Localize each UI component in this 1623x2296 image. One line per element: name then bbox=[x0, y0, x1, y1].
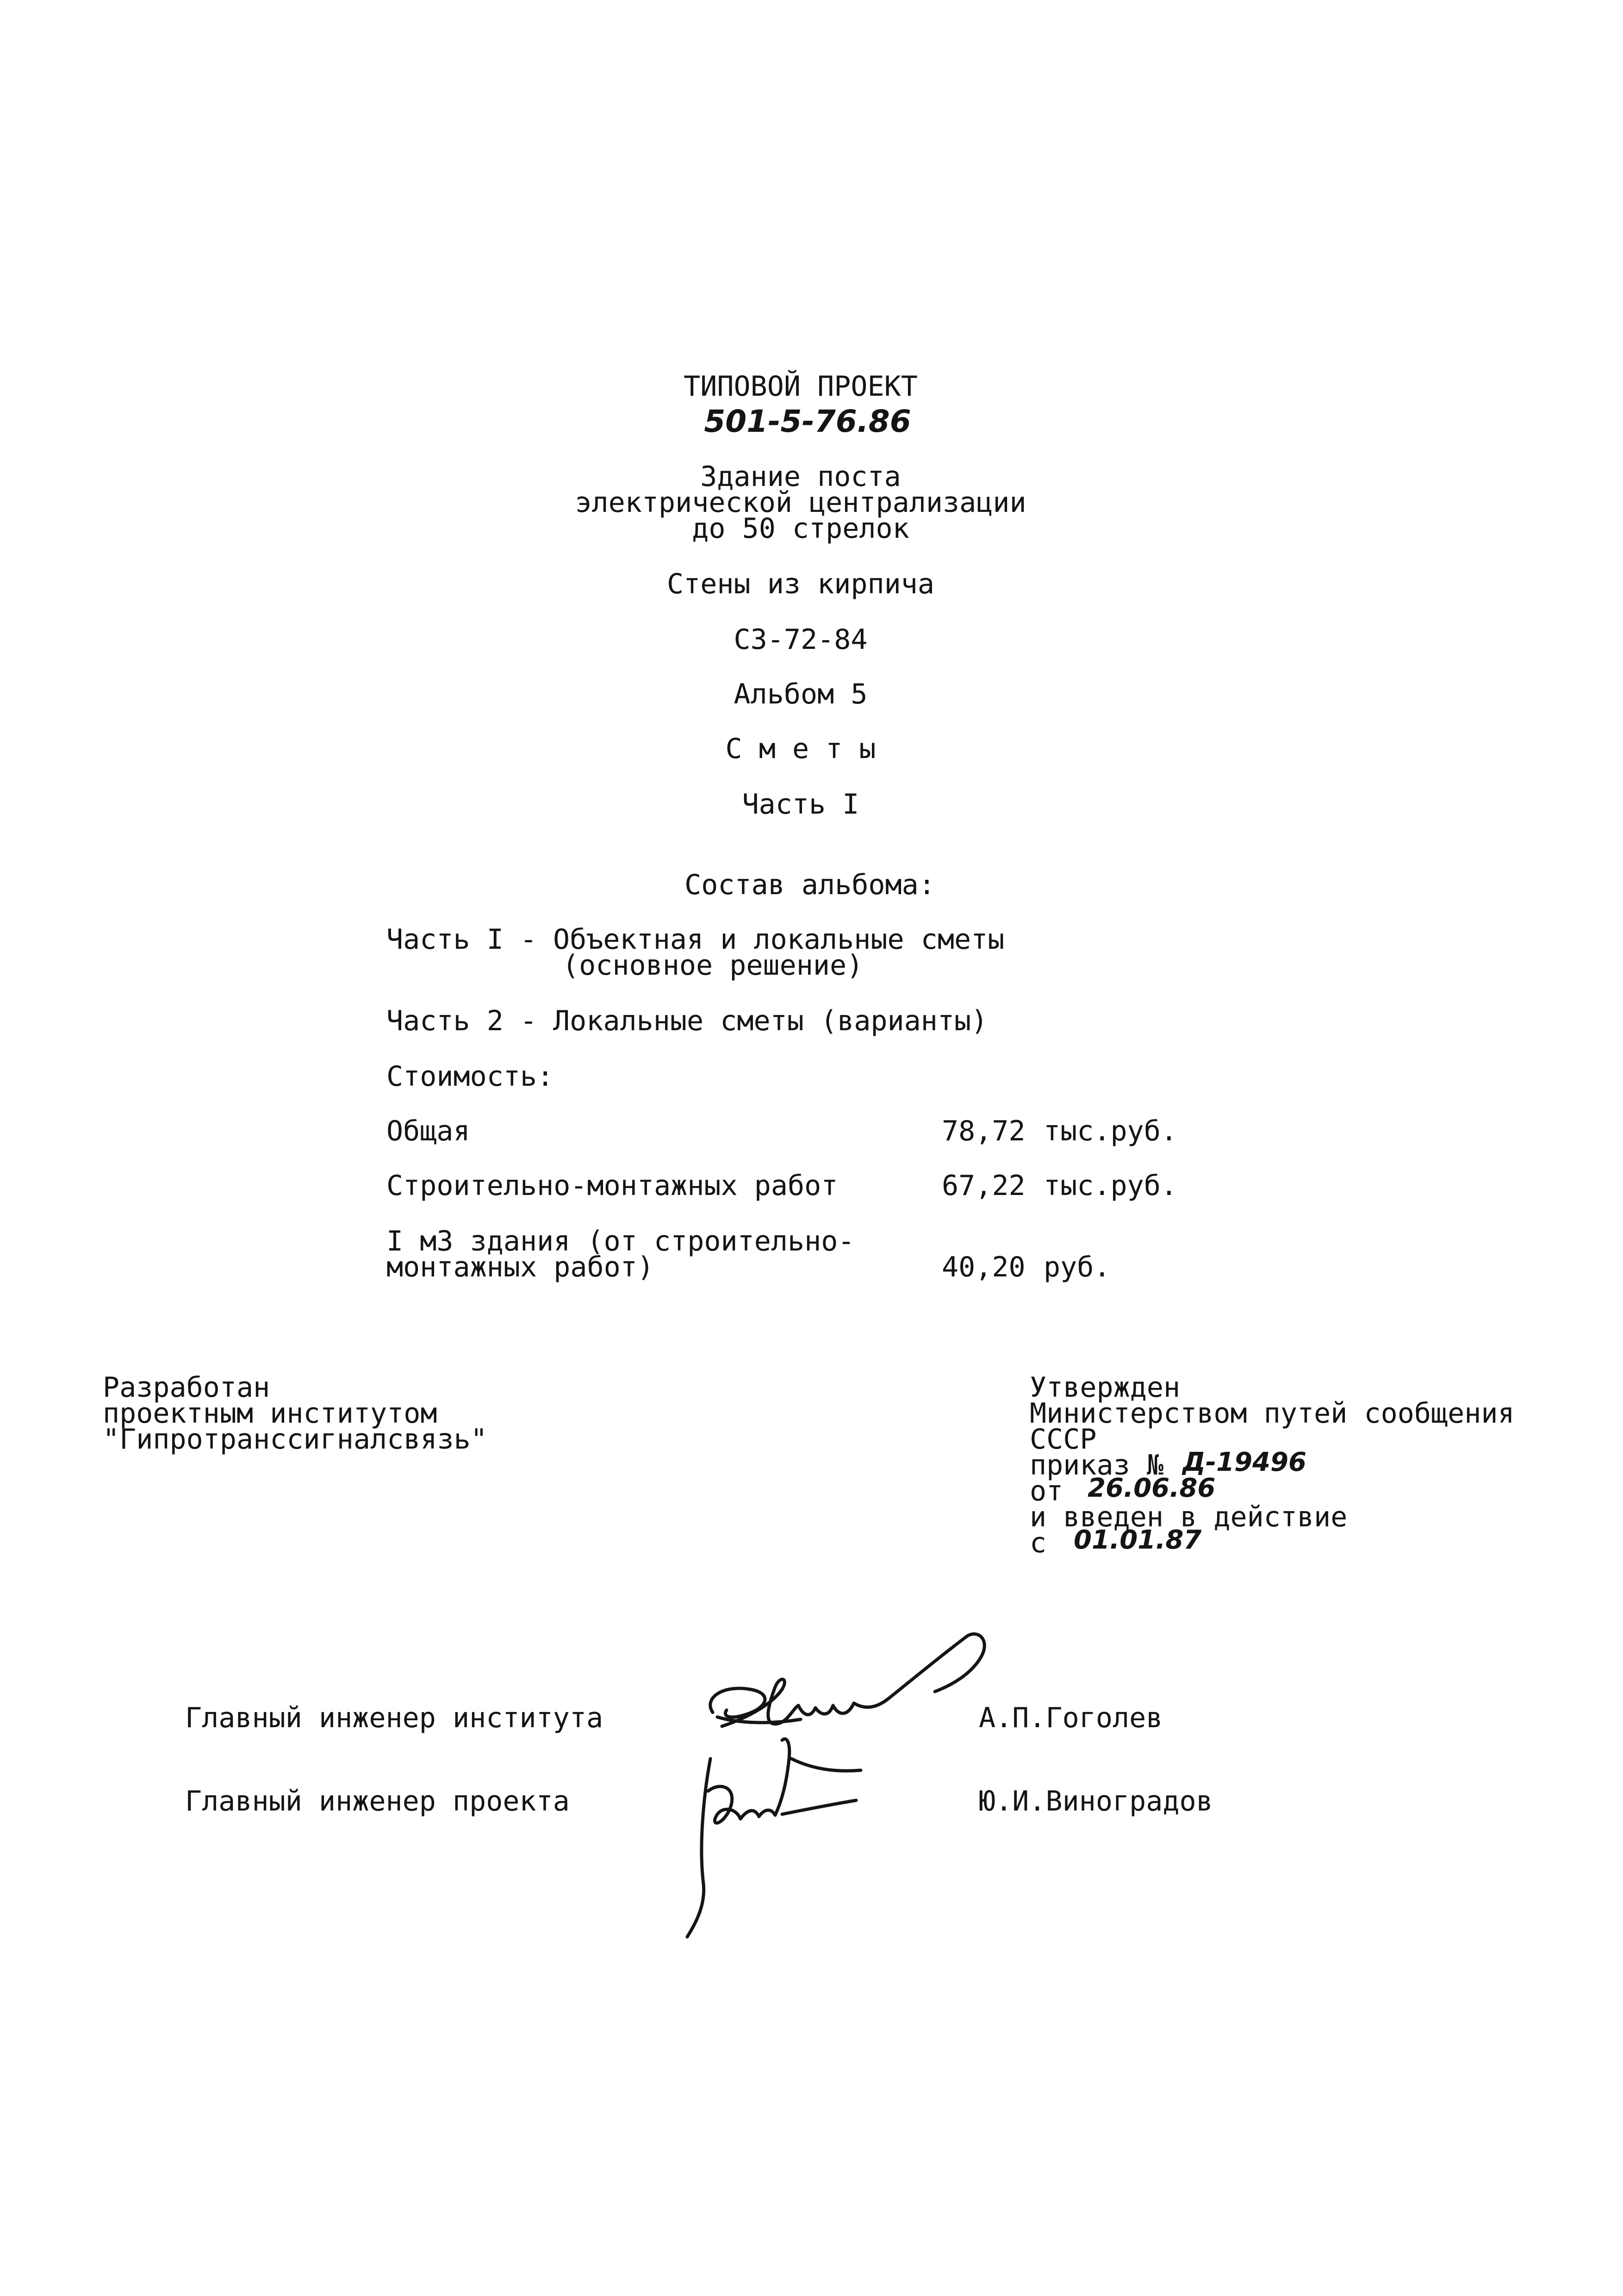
developer-line: "Гипротранссигналсвязь" bbox=[103, 1423, 487, 1456]
cost-row-label: Строительно-монтажных работ bbox=[386, 1170, 838, 1202]
approval-effective-date: 01.01.87 bbox=[1074, 1525, 1202, 1555]
signatory-role: Главный инженер института bbox=[185, 1702, 603, 1734]
cost-row-value: 40,20 bbox=[942, 1251, 1026, 1283]
cost-row-label: Общая bbox=[386, 1115, 470, 1147]
signatory-name: Ю.И.Виноградов bbox=[979, 1785, 1213, 1817]
cost-row-unit: тыс.руб. bbox=[1044, 1170, 1177, 1202]
developer-line: проектным институтом bbox=[103, 1397, 437, 1430]
cost-row-unit: руб. bbox=[1044, 1251, 1111, 1283]
cost-row-label: монтажных работ) bbox=[386, 1251, 654, 1283]
project-type: ТИПОВОЙ ПРОЕКТ bbox=[684, 370, 918, 403]
contents-item-text: Локальные сметы (варианты) bbox=[553, 1005, 988, 1037]
part-number: Часть I bbox=[742, 788, 859, 821]
cost-row-value: 78,72 bbox=[942, 1115, 1026, 1147]
cost-heading: Стоимость: bbox=[386, 1060, 554, 1093]
section-title: С м е т ы bbox=[725, 733, 876, 765]
signatory-name: А.П.Гоголев bbox=[979, 1702, 1163, 1734]
title-line: электрической централизации bbox=[575, 486, 1026, 519]
contents-heading: Состав альбома: bbox=[684, 869, 935, 901]
approval-date: 26.06.86 bbox=[1088, 1473, 1216, 1503]
contents-item-text: Объектная и локальные сметы bbox=[553, 923, 1005, 956]
approval-date-prefix: от bbox=[1030, 1475, 1080, 1507]
contents-item-text: (основное решение) bbox=[562, 949, 864, 982]
title-line: Здание поста bbox=[700, 460, 901, 493]
signature-2 bbox=[666, 1731, 889, 1953]
approval-line: Утвержден bbox=[1030, 1371, 1181, 1404]
walls-line: Стены из кирпича bbox=[667, 568, 934, 600]
signatory-role: Главный инженер проекта bbox=[185, 1785, 570, 1817]
album-number: Альбом 5 bbox=[734, 678, 868, 710]
cost-row-value: 67,22 bbox=[942, 1170, 1026, 1202]
contents-item-label: Часть I - bbox=[386, 923, 554, 956]
approval-line: и введен в действие bbox=[1030, 1501, 1348, 1533]
cost-row-label: I м3 здания (от строительно- bbox=[386, 1225, 855, 1257]
title-line: до 50 стрелок bbox=[692, 512, 909, 545]
developer-line: Разработан bbox=[103, 1371, 270, 1404]
series-code: СЗ-72-84 bbox=[734, 623, 868, 656]
approval-line: Министерством путей сообщения bbox=[1030, 1397, 1515, 1430]
contents-item-label: Часть 2 - bbox=[386, 1005, 554, 1037]
cost-row-unit: тыс.руб. bbox=[1044, 1115, 1177, 1147]
approval-effective-prefix: с bbox=[1030, 1527, 1063, 1559]
approval-order-prefix: приказ № bbox=[1030, 1449, 1181, 1481]
approval-order-number: Д-19496 bbox=[1182, 1447, 1306, 1477]
project-number: 501-5-76.86 bbox=[704, 404, 911, 439]
approval-line: СССР bbox=[1030, 1423, 1097, 1456]
